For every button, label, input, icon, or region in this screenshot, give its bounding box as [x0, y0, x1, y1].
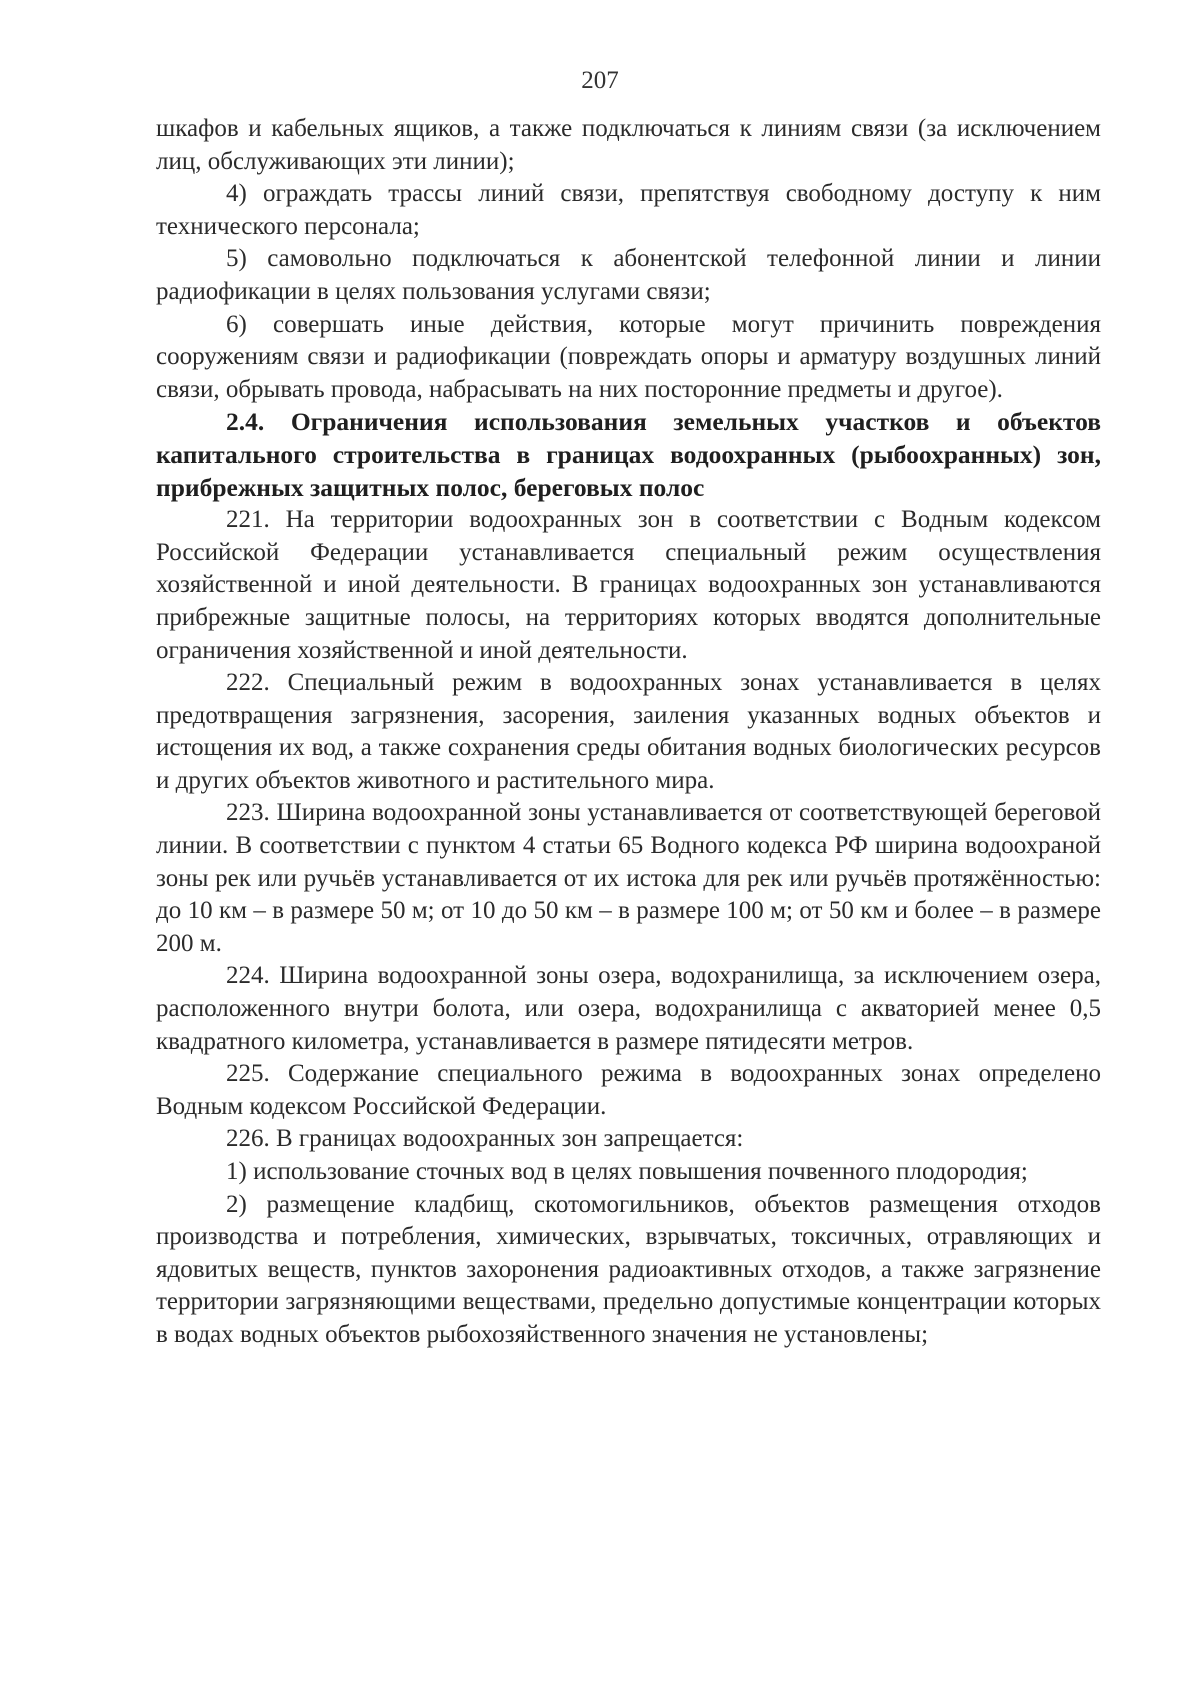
section-heading: 2.4. Ограничения использования земельных участков и объектов капитального строительства в границах водоохранных (рыбоохранных) зон, прибрежных защитных полос, береговых полос [156, 407, 1101, 502]
list-item-4: 4) ограждать трассы линий связи, препятствуя свободному доступу к ним технического персонала; [156, 180, 1101, 240]
list-item-6: 6) совершать иные действия, которые могут причинить повреждения сооружениям связи и радиофикации (повреждать опоры и арматуру воздушных линий связи, обрывать провода, набрасывать на них посторонние предметы и другое). [156, 310, 1101, 403]
paragraph-221: 221. На территории водоохранных зон в соответствии с Водным кодексом Российской Федерации устанавливается специальный режим осуществления хозяйственной и иной деятельности. В границах водоохранных зон устанавливаются прибрежные защитные полосы, на территориях которых вводятся дополнительные ограничения хозяйственной и иной деятельности. [156, 506, 1101, 664]
paragraph-223: 223. Ширина водоохранной зоны устанавливается от соответствующей береговой линии. В соответствии с пунктом 4 статьи 65 Водного кодекса РФ ширина водоохраной зоны рек или ручьёв устанавливается от их истока для рек или ручьёв протяжённостью: до 10 км – в размере 50 м; от 10 до 50 км – в размере 100 м; от 50 км и более – в размере 200 м. [156, 799, 1101, 957]
page-number: 207 [581, 67, 619, 94]
paragraph-226: 226. В границах водоохранных зон запрещается: [226, 1125, 744, 1153]
paragraph-continuation: шкафов и кабельных ящиков, а также подключаться к линиям связи (за исключением лиц, обслуживающих эти линии); [156, 115, 1101, 175]
list-item-1: 1) использование сточных вод в целях повышения почвенного плодородия; [226, 1158, 1028, 1185]
paragraph-222: 222. Специальный режим в водоохранных зонах устанавливается в целях предотвращения загрязнения, засорения, заиления указанных водных объектов и истощения их вод, а также сохранения среды обитания водных биологических ресурсов и других объектов животного и растительного мира. [156, 669, 1101, 794]
list-item-5: 5) самовольно подключаться к абонентской телефонной линии и линии радиофикации в целях пользования услугами связи; [156, 245, 1101, 305]
paragraph-225: 225. Содержание специального режима в водоохранных зонах определено Водным кодексом Российской Федерации. [156, 1060, 1101, 1120]
paragraph-224: 224. Ширина водоохранной зоны озера, водохранилища, за исключением озера, расположенного внутри болота, или озера, водохранилища с акваторией менее 0,5 квадратного километра, устанавливается в размере пятидесяти метров. [156, 962, 1101, 1055]
list-item-2: 2) размещение кладбищ, скотомогильников, объектов размещения отходов производства и потребления, химических, взрывчатых, токсичных, отравляющих и ядовитых веществ, пунктов захоронения радиоактивных отходов, а также загрязнение территории загрязняющими веществами, предельно допустимые концентрации которых в водах водных объектов рыбохозяйственного значения не установлены; [156, 1190, 1101, 1348]
document-body [156, 113, 1101, 1352]
